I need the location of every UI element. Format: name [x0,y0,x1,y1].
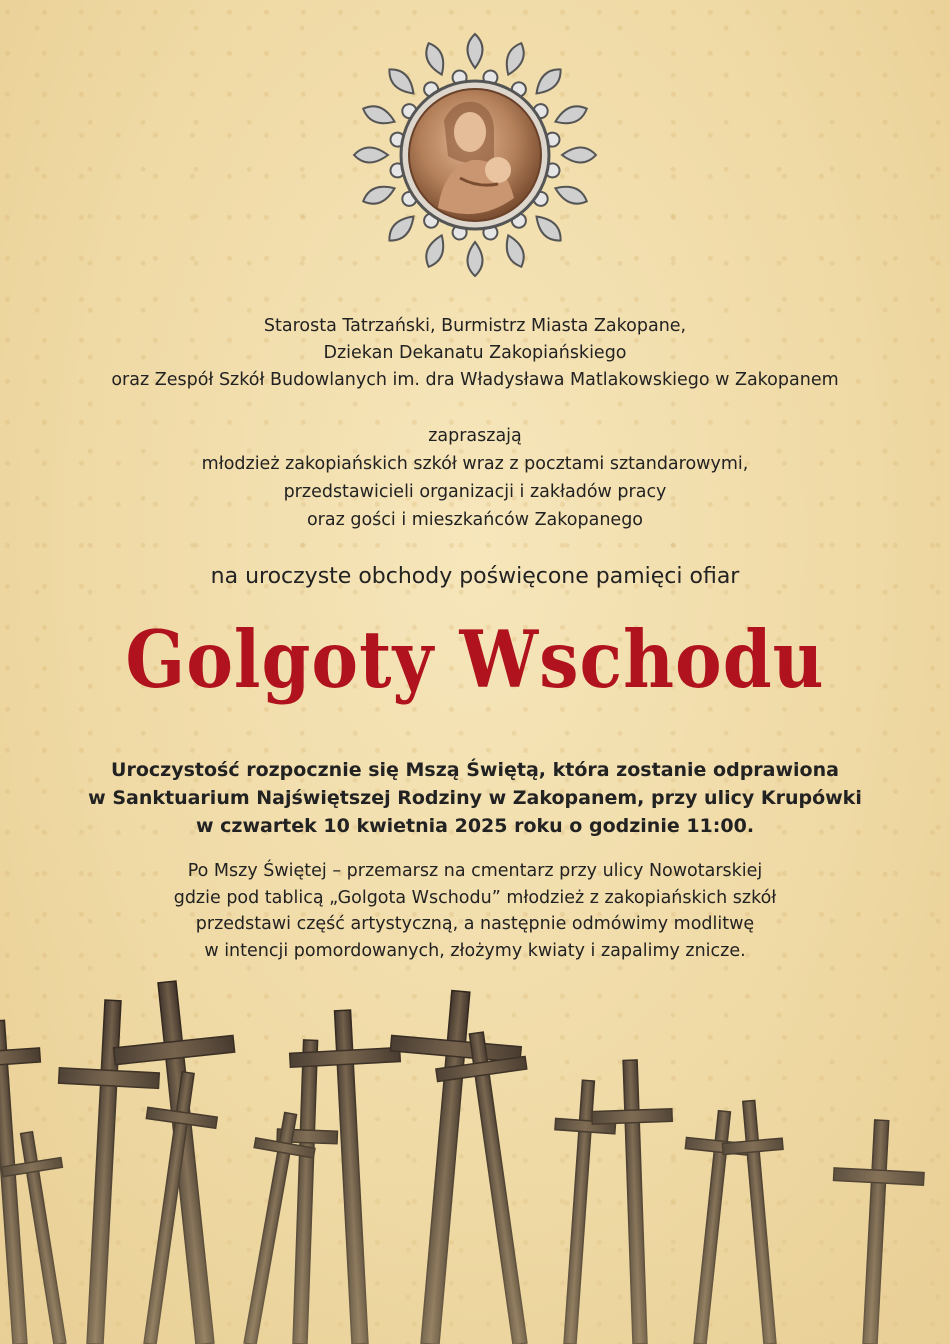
mass-info [0,756,950,840]
procession-info-line: gdzie pod tablicą „Golgota Wschodu” młodzież z zakopiańskich szkół [173,887,777,908]
occasion-text: na uroczyste obchody poświęcone pamięci ofiar [210,564,740,589]
invitation-line: zapraszają [428,426,522,446]
invitation-line: młodzież zakopiańskich szkół wraz z pocztami sztandarowymi, [201,454,749,474]
organizers-text [0,313,950,394]
mass-info-line: w Sanktuarium Najświętszej Rodziny w Zakopanem, przy ulicy Krupówki [88,787,862,809]
mass-info-line: Uroczystość rozpocznie się Mszą Świętą, która zostanie odprawiona [111,759,839,781]
invitation-line: przedstawicieli organizacji i zakładów pracy [283,482,667,502]
event-title: Golgoty Wschodu [125,612,825,706]
procession-info-line: w intencji pomordowanych, złożymy kwiaty i zapalimy znicze. [204,940,746,961]
procession-info-line: przedstawi część artystyczną, a następnie odmówimy modlitwę [195,914,755,934]
organizers-line: Dziekan Dekanatu Zakopiańskiego [323,343,627,363]
madonna-medallion-image [348,28,602,282]
invitation-line: oraz gości i mieszkańców Zakopanego [306,510,644,530]
organizers-line: Starosta Tatrzański, Burmistrz Miasta Zakopane, [263,316,687,336]
invitation-text [0,422,950,534]
organizers-line: oraz Zespół Szkół Budowlanych im. dra Władysława Matlakowskiego w Zakopanem [111,370,839,390]
procession-info-line: Po Mszy Świętej – przemarsz na cmentarz przy ulicy Nowotarskiej [187,861,763,881]
procession-info [0,858,950,964]
mass-info-line: w czwartek 10 kwietnia 2025 roku o godzinie 11:00. [195,815,755,837]
crosses-image [0,960,950,1344]
